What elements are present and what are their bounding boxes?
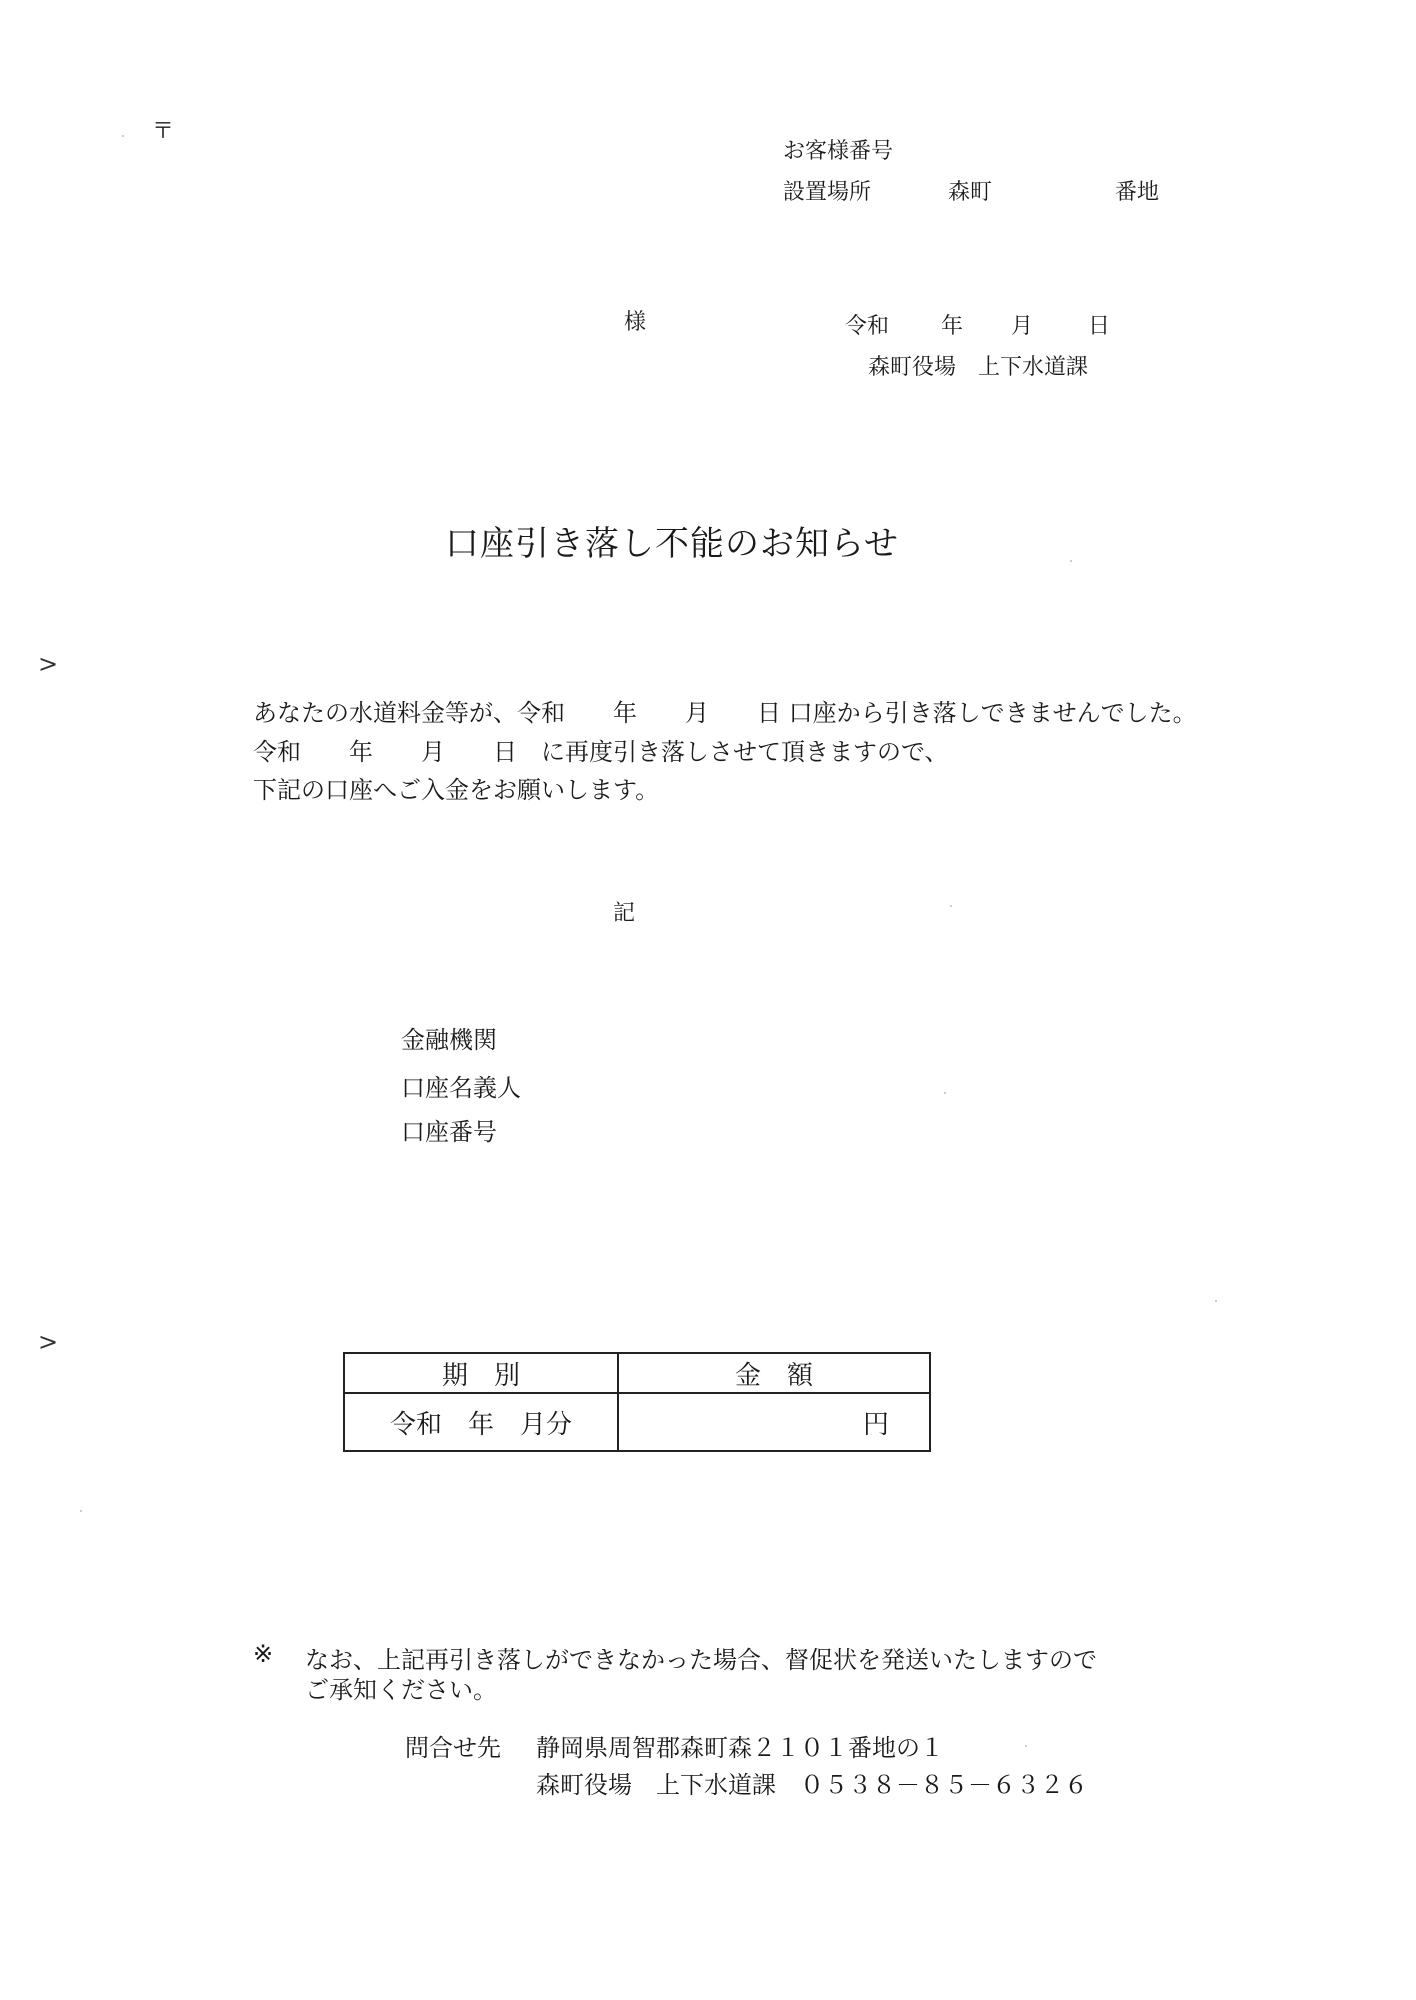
side-mark-upper: > [38, 650, 59, 678]
note-symbol: ※ [253, 1640, 274, 1668]
recipient-suffix: 様 [624, 310, 647, 335]
location-town: 森町 [948, 180, 993, 205]
period-cell: 令和 年 月分 [344, 1393, 618, 1451]
document-title: 口座引き落し不能のお知らせ [445, 524, 899, 564]
side-mark-lower: > [38, 1328, 59, 1356]
amount-header: 金 額 [618, 1353, 930, 1393]
scan-speck [944, 1092, 946, 1094]
note-line-2: ご承知ください。 [305, 1676, 497, 1704]
body-line-2: 令和 年 月 日 に再度引き落しさせて頂きますので、 [253, 738, 949, 766]
note-line-1: なお、上記再引き落しができなかった場合、督促状を発送いたしますので [305, 1646, 1097, 1674]
period-header: 期 別 [344, 1353, 618, 1393]
amount-cell: 円 [618, 1393, 930, 1451]
table-header-row [344, 1353, 930, 1393]
location-suffix: 番地 [1115, 180, 1160, 205]
date-day: 日 [1088, 314, 1111, 339]
account-number-label: 口座番号 [401, 1118, 497, 1146]
bank-label: 金融機関 [401, 1026, 497, 1054]
location-label: 設置場所 [783, 180, 872, 205]
contact-office: 森町役場 上下水道課 ０５３８－８５－６３２６ [536, 1771, 1088, 1799]
ki-mark: 記 [613, 901, 636, 926]
scan-speck [122, 135, 124, 137]
amount-table [343, 1352, 931, 1452]
issuer: 森町役場 上下水道課 [868, 355, 1089, 380]
date-era: 令和 [845, 314, 890, 339]
body-line-3: 下記の口座へご入金をお願いします。 [253, 776, 660, 804]
contact-address: 静岡県周智郡森町森２１０１番地の１ [536, 1734, 944, 1762]
scan-speck [1215, 1300, 1217, 1302]
postal-mark: 〒 [152, 119, 175, 144]
scan-speck [950, 905, 952, 907]
scan-speck [1025, 1745, 1027, 1747]
contact-label: 問合せ先 [405, 1734, 501, 1762]
scan-speck [80, 1510, 82, 1512]
date-month: 月 [1011, 314, 1034, 339]
account-holder-label: 口座名義人 [401, 1074, 521, 1102]
date-year: 年 [941, 314, 964, 339]
scan-speck [1070, 560, 1072, 562]
customer-number-label: お客様番号 [783, 139, 894, 164]
table-row [344, 1393, 930, 1451]
body-line-1: あなたの水道料金等が、令和 年 月 日 口座から引き落しできませんでした。 [253, 699, 1197, 727]
